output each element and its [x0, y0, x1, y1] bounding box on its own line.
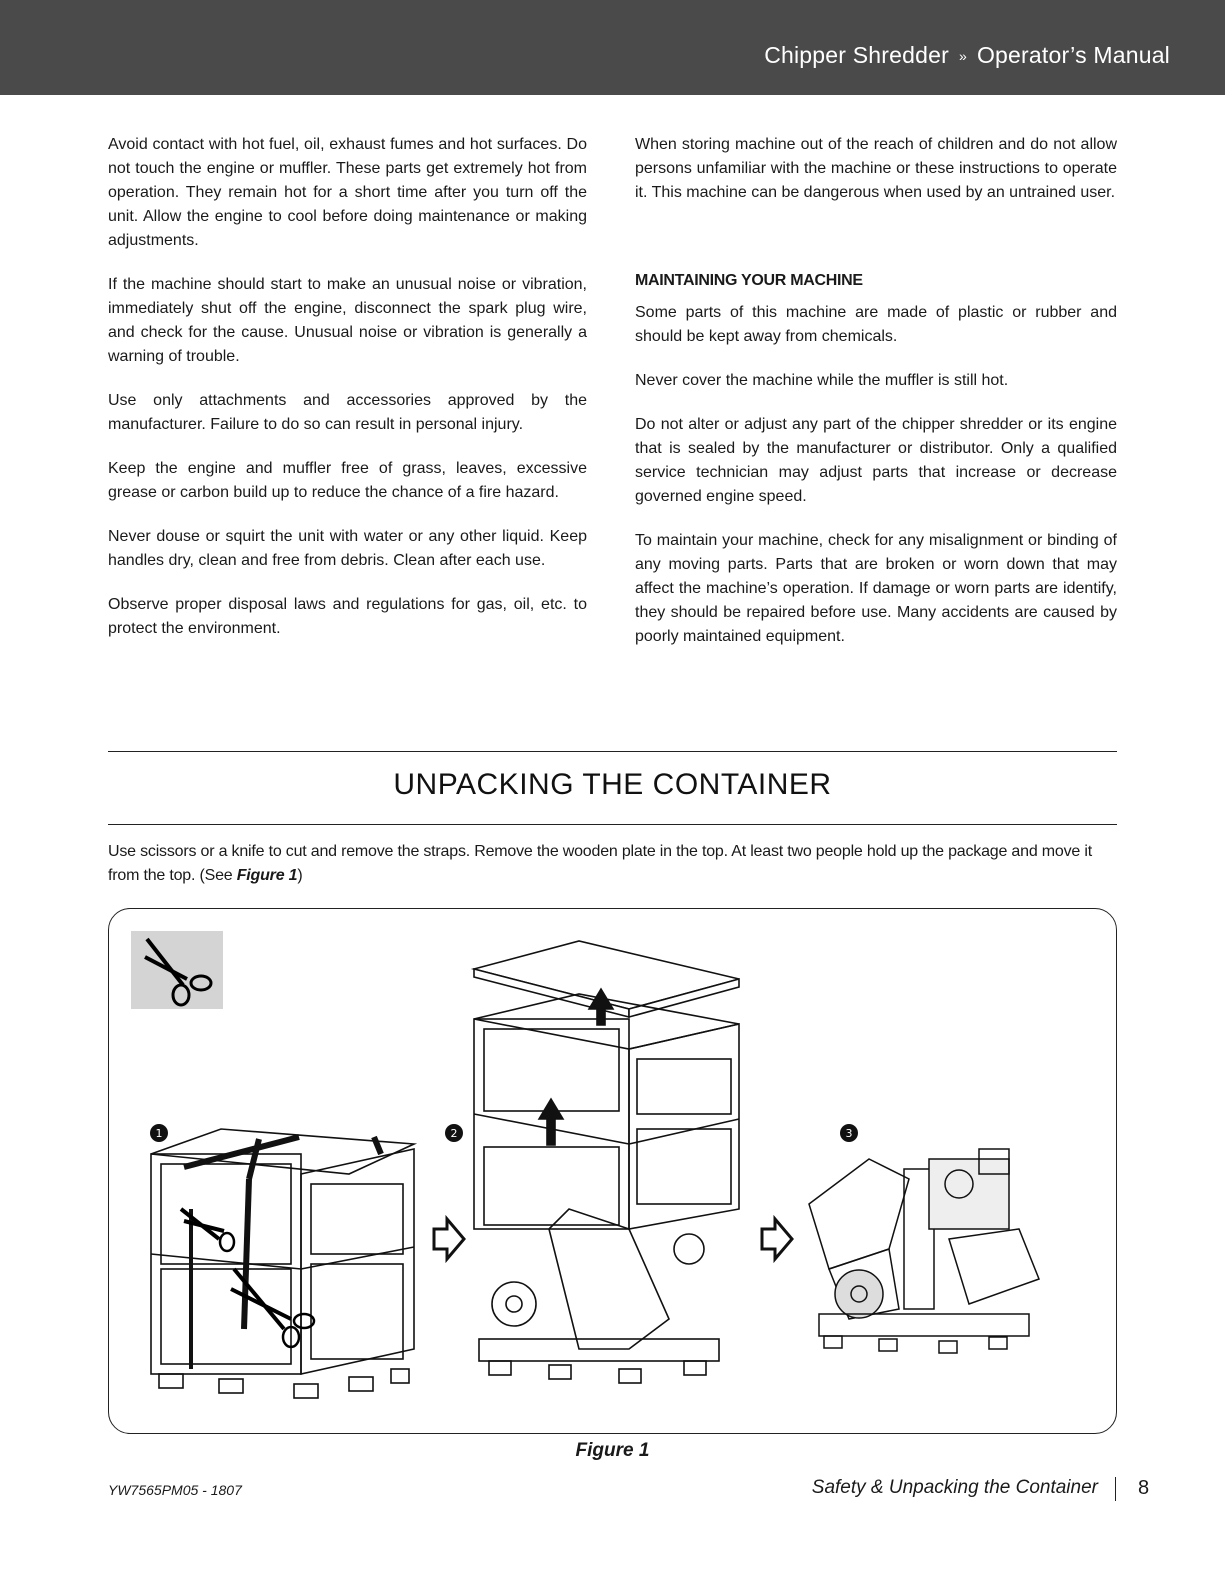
header-separator: »: [958, 48, 967, 64]
header-title: [764, 42, 1170, 69]
intro-text: Use scissors or a knife to cut and remove the straps. Remove the wooden plate in the top. At least two people hold up the package and move it from the top. (See: [108, 843, 1092, 884]
scissors-icon: [131, 931, 223, 1009]
header-bar: [0, 0, 1225, 95]
maintaining-heading: MAINTAINING YOUR MACHINE: [635, 272, 863, 289]
paragraph: When storing machine out of the reach of children and do not allow persons unfamiliar with the machine or these instructions to operate it. This machine can be dangerous when used by an untrained user.: [635, 136, 1117, 201]
right-column: [635, 133, 1117, 669]
spacer: [635, 225, 1117, 269]
section-title: UNPACKING THE CONTAINER: [393, 768, 832, 801]
section-rule-bottom: [108, 824, 1117, 825]
footer-section-title: Safety & Unpacking the Container: [811, 1477, 1098, 1498]
intro-end: ): [297, 867, 303, 884]
step-marker-3: [840, 1124, 858, 1142]
section-intro: [108, 840, 1117, 888]
footer-divider: [1115, 1477, 1116, 1501]
header-manual: Operator’s Manual: [976, 42, 1170, 68]
header-product: Chipper Shredder: [764, 42, 949, 68]
figure-caption: Figure 1: [575, 1440, 650, 1461]
section-rule-top: [108, 751, 1117, 752]
paragraph: Use only attachments and accessories approved by the manufacturer. Failure to do so can result in personal injury.: [108, 392, 587, 433]
step-3-chipper-shredder: [809, 1149, 1039, 1353]
arrow-right-icon: [762, 1219, 792, 1259]
step-2-crate: [474, 941, 739, 1383]
unpacking-illustration: [109, 909, 1118, 1435]
page-number: 8: [1138, 1477, 1150, 1499]
footer-document-code: YW7565PM05 - 1807: [108, 1482, 242, 1498]
left-column: [108, 133, 587, 661]
figure-frame: [108, 908, 1117, 1434]
step-1-crate: [151, 1129, 414, 1398]
paragraph: Avoid contact with hot fuel, oil, exhaust fumes and hot surfaces. Do not touch the engine or muffler. These parts get extremely hot from operation. They remain hot for a short time after you turn off the unit. Allow the engine to cool before doing maintenance or making adjustments.: [108, 136, 587, 249]
paragraph: If the machine should start to make an unusual noise or vibration, immediately shut off the engine, disconnect the spark plug wire, and check for the cause. Unusual noise or vibration is generally a warning of trouble.: [108, 276, 587, 365]
svg-text:2: 2: [450, 1127, 458, 1140]
figure-reference: Figure 1: [236, 867, 298, 884]
svg-text:3: 3: [845, 1127, 853, 1140]
svg-text:1: 1: [155, 1127, 163, 1140]
paragraph: Keep the engine and muffler free of grass, leaves, excessive grease or carbon build up to reduce the chance of a fire hazard.: [108, 460, 587, 501]
paragraph: Observe proper disposal laws and regulations for gas, oil, etc. to protect the environment.: [108, 596, 587, 637]
step-marker-1: [150, 1124, 168, 1142]
paragraph: Never cover the machine while the muffler is still hot.: [635, 372, 1009, 389]
paragraph: Do not alter or adjust any part of the chipper shredder or its engine that is sealed by the manufacturer or distributor. Only a qualified service technician may adjust parts that increase or decrease governed engine speed.: [635, 416, 1117, 505]
arrow-right-icon: [434, 1219, 464, 1259]
paragraph: To maintain your machine, check for any misalignment or binding of any moving parts. Parts that are broken or worn down that may affect the machine’s operation. If damage or worn parts are identify, they should be repaired before use. Many accidents are caused by poorly maintained equipment.: [635, 532, 1117, 645]
step-marker-2: [445, 1124, 463, 1142]
paragraph: Never douse or squirt the unit with water or any other liquid. Keep handles dry, clean and free from debris. Clean after each use.: [108, 528, 587, 569]
paragraph: Some parts of this machine are made of plastic or rubber and should be kept away from chemicals.: [635, 304, 1117, 345]
